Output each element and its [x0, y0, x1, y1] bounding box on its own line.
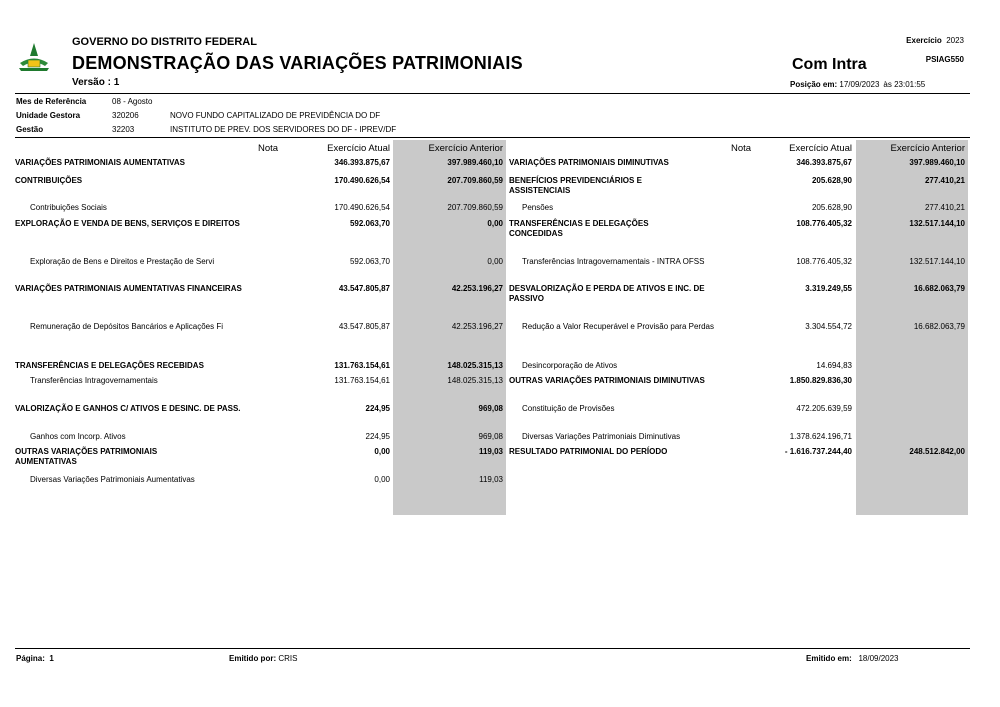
- table-row-prior: 119,03: [478, 447, 503, 456]
- report-mode: Com Intra: [792, 56, 867, 73]
- table-row-prior: 277.410,21: [924, 203, 965, 212]
- table-row-current: 43.547.805,87: [338, 322, 390, 331]
- table-row-prior: 148.025.315,13: [447, 376, 503, 385]
- right-current-year-header: Exercício Atual: [789, 143, 852, 154]
- table-row-prior: 397.989.460,10: [447, 158, 503, 167]
- right-note-header: Nota: [731, 143, 752, 154]
- table-row-label: RESULTADO PATRIMONIAL DO PERÍODO: [509, 447, 668, 456]
- table-row-current: 3.319.249,55: [805, 284, 852, 293]
- table-row-current: 224,95: [365, 432, 390, 441]
- footer-divider: [15, 648, 970, 649]
- table-row-label: VARIAÇÕES PATRIMONIAIS AUMENTATIVAS: [15, 158, 185, 167]
- table-row-current: 346.393.875,67: [796, 158, 852, 167]
- organization-name: GOVERNO DO DISTRITO FEDERAL: [72, 36, 257, 48]
- table-row-label: Constituição de Provisões: [522, 404, 615, 413]
- table-row-current: 205.628,90: [811, 176, 852, 185]
- table-row-label: OUTRAS VARIAÇÕES PATRIMONIAIS AUMENTATIVAS: [15, 447, 158, 466]
- table-row-current: 14.694,83: [816, 361, 852, 370]
- table-row-label: Exploração de Bens e Direitos e Prestação de Servi: [30, 257, 215, 266]
- table-row-label: TRANSFERÊNCIAS E DELEGAÇÕES RECEBIDAS: [15, 361, 204, 370]
- table-row-current: 131.763.154,61: [334, 361, 390, 370]
- table-row-prior: 0,00: [487, 219, 503, 228]
- table-row-prior: 0,00: [487, 257, 503, 266]
- managing-unit-row: Unidade Gestora 320206 NOVO FUNDO CAPITALIZADO DE PREVIDÊNCIA DO DF: [16, 111, 381, 120]
- gdf-logo-icon: [17, 42, 51, 72]
- table-row-label: Transferências Intragovernamentais - INTRA OFSS: [522, 257, 705, 266]
- table-row-label: Transferências Intragovernamentais: [30, 376, 158, 385]
- table-row-current: 346.393.875,67: [334, 158, 390, 167]
- table-row-current: 0,00: [374, 447, 390, 456]
- table-row-label: Remuneração de Depósitos Bancários e Aplicações Fi: [30, 322, 223, 331]
- table-row-prior: 42.253.196,27: [451, 284, 503, 293]
- table-row-prior: 207.709.860,59: [447, 203, 503, 212]
- document-title: DEMONSTRAÇÃO DAS VARIAÇÕES PATRIMONIAIS: [72, 53, 523, 73]
- table-row-label: Diversas Variações Patrimoniais Diminutivas: [522, 432, 681, 441]
- table-row-current: 205.628,90: [811, 203, 852, 212]
- table-row-current: 224,95: [365, 404, 390, 413]
- table-row-label: EXPLORAÇÃO E VENDA DE BENS, SERVIÇOS E DIREITOS: [15, 219, 240, 228]
- table-row-label: DESVALORIZAÇÃO E PERDA DE ATIVOS E INC. DE PASSIVO: [509, 284, 705, 303]
- table-row-current: 592.063,70: [349, 219, 390, 228]
- exercise-year: Exercício 2023: [906, 36, 964, 45]
- table-row-label: OUTRAS VARIAÇÕES PATRIMONIAIS DIMINUTIVAS: [509, 376, 705, 385]
- right-prior-year-header: Exercício Anterior: [890, 143, 965, 154]
- table-row-label: TRANSFERÊNCIAS E DELEGAÇÕES CONCEDIDAS: [509, 219, 649, 238]
- left-prior-year-header: Exercício Anterior: [428, 143, 503, 154]
- table-row-label: Pensões: [522, 203, 554, 212]
- reference-month-row: Mes de Referência 08 - Agosto: [16, 97, 153, 106]
- table-row-prior: 148.025.315,13: [447, 361, 503, 370]
- table-row-prior: 16.682.063,79: [913, 284, 965, 293]
- table-row-label: Redução a Valor Recuperável e Provisão para Perdas: [522, 322, 714, 331]
- table-row-current: 1.378.624.196,71: [789, 432, 852, 441]
- table-row-current: 592.063,70: [349, 257, 390, 266]
- table-row-prior: 969,08: [478, 432, 503, 441]
- table-row-prior: 248.512.842,00: [909, 447, 965, 456]
- management-row: Gestão 32203 INSTITUTO DE PREV. DOS SERVIDORES DO DF - IPREV/DF: [16, 125, 397, 134]
- table-row-current: 108.776.405,32: [796, 219, 852, 228]
- table-row-label: Ganhos com Incorp. Ativos: [30, 432, 126, 441]
- left-current-year-header: Exercício Atual: [327, 143, 390, 154]
- table-row-label: VARIAÇÕES PATRIMONIAIS DIMINUTIVAS: [509, 158, 669, 167]
- table-row-prior: 132.517.144,10: [909, 219, 965, 228]
- table-row-current: 3.304.554,72: [805, 322, 852, 331]
- table-row-label: Desincorporação de Ativos: [522, 361, 618, 370]
- table-row-label: Diversas Variações Patrimoniais Aumentativas: [30, 475, 195, 484]
- table-row-label: VALORIZAÇÃO E GANHOS C/ ATIVOS E DESINC. DE PASS.: [15, 404, 241, 413]
- table-row-current: 108.776.405,32: [796, 257, 852, 266]
- table-row-label: BENEFÍCIOS PREVIDENCIÁRIOS E ASSISTENCIAIS: [509, 176, 642, 195]
- table-row-prior: 132.517.144,10: [909, 257, 965, 266]
- meta-divider: [15, 137, 970, 138]
- table-row-prior: 397.989.460,10: [909, 158, 965, 167]
- table-row-prior: 207.709.860,59: [447, 176, 503, 185]
- table-row-prior: 16.682.063,79: [913, 322, 965, 331]
- header-divider: [15, 93, 970, 94]
- table-row-label: CONTRIBUIÇÕES: [15, 176, 83, 185]
- table-row-prior: 969,08: [478, 404, 503, 413]
- report-code: PSIAG550: [925, 55, 964, 64]
- table-row-current: 1.850.829.836,30: [789, 376, 852, 385]
- table-row-current: 0,00: [374, 475, 390, 484]
- report-position: Posição em: 17/09/2023 às 23:01:55: [790, 80, 926, 89]
- document-version: Versão : 1: [72, 77, 120, 88]
- table-row-current: 170.490.626,54: [334, 176, 390, 185]
- table-row-current: 43.547.805,87: [338, 284, 390, 293]
- issued-on: Emitido em: 18/09/2023: [806, 654, 899, 663]
- table-row-prior: 42.253.196,27: [451, 322, 503, 331]
- table-row-prior: 119,03: [479, 475, 503, 484]
- page-number: Página: 1: [16, 654, 54, 663]
- table-row-label: Contribuições Sociais: [30, 203, 107, 212]
- left-note-header: Nota: [258, 143, 279, 154]
- table-row-current: 131.763.154,61: [334, 376, 390, 385]
- table-row-label: VARIAÇÕES PATRIMONIAIS AUMENTATIVAS FINANCEIRAS: [15, 284, 242, 293]
- table-row-prior: 277.410,21: [924, 176, 965, 185]
- table-row-current: - 1.616.737.244,40: [784, 447, 852, 456]
- table-row-current: 472.205.639,59: [796, 404, 852, 413]
- table-row-current: 170.490.626,54: [334, 203, 390, 212]
- issued-by: Emitido por: CRIS: [229, 654, 298, 663]
